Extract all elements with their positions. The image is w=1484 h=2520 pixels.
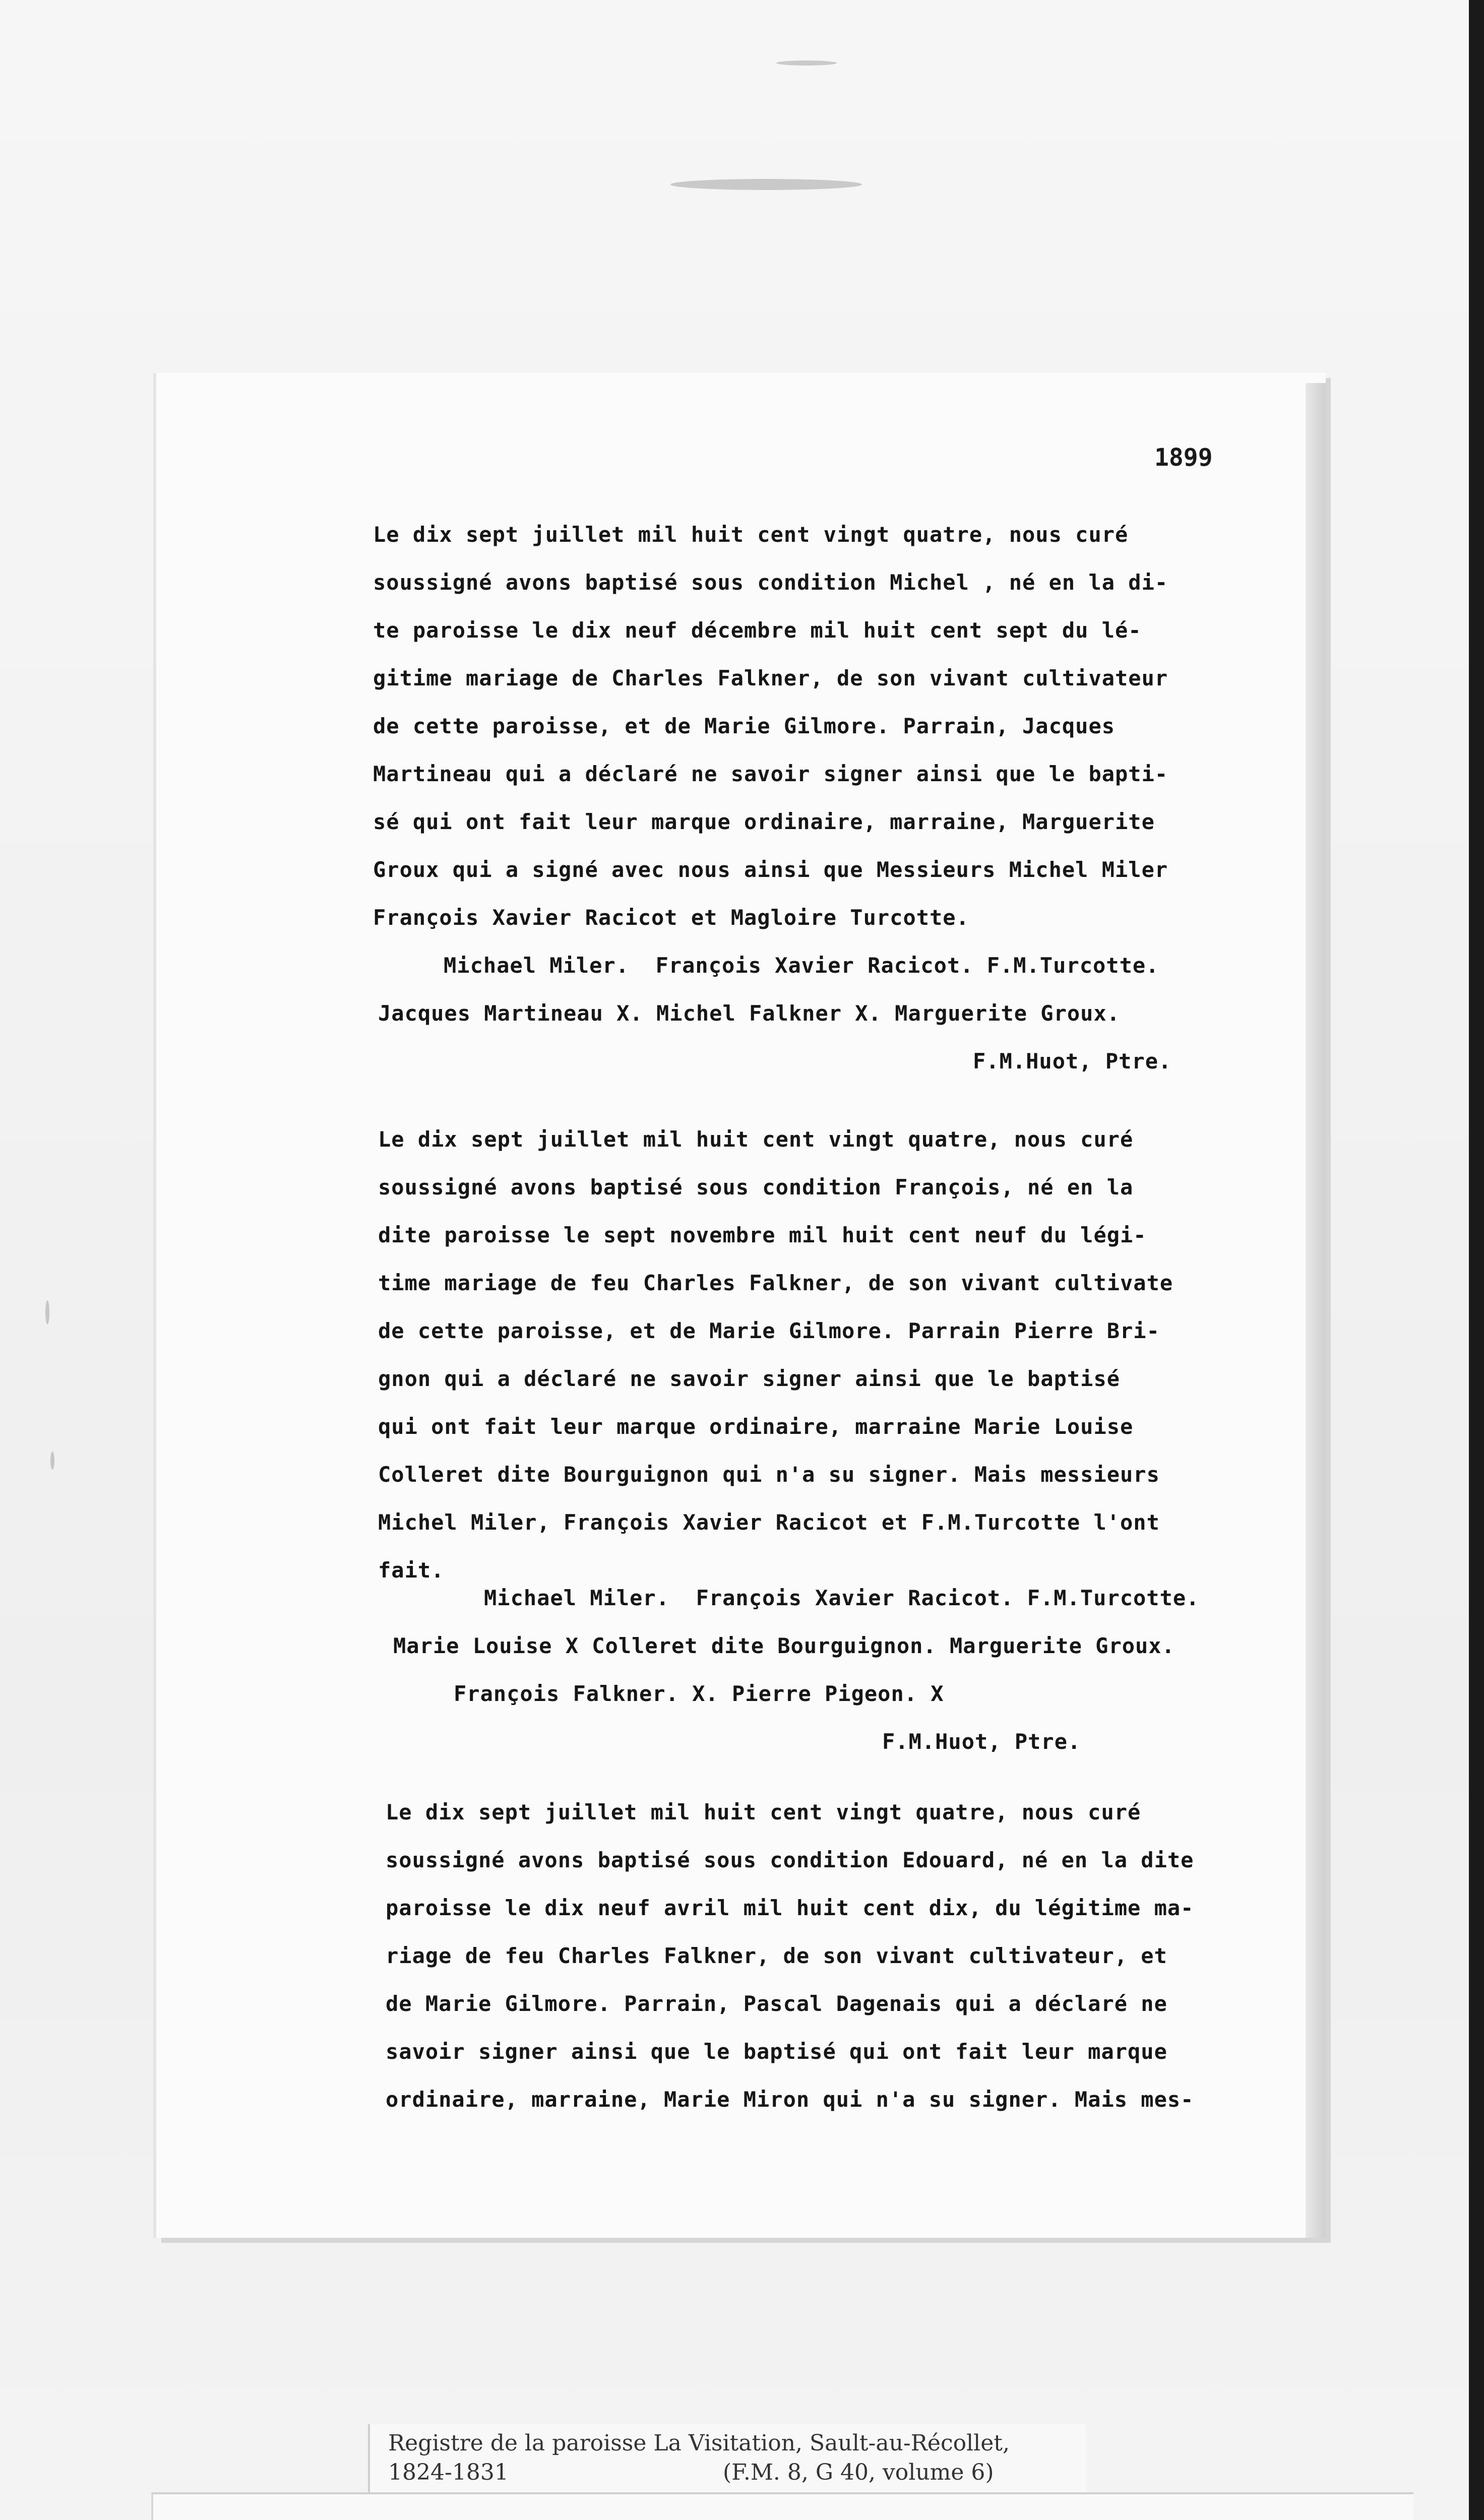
entry-text-line: sé qui ont fait leur marque ordinaire, marraine, Marguerite bbox=[373, 809, 1155, 834]
entry-text-line: François Xavier Racicot et Magloire Turcotte. bbox=[373, 905, 969, 930]
signature-line: François Falkner. X. Pierre Pigeon. X bbox=[454, 1681, 944, 1706]
film-smudge bbox=[50, 1452, 54, 1470]
entry-text-line: savoir signer ainsi que le baptisé qui ont fait leur marque bbox=[386, 2039, 1167, 2064]
signature-line: Michael Miler. François Xavier Racicot. F.M.Turcotte. bbox=[484, 1586, 1200, 1610]
entry-text-line: de cette paroisse, et de Marie Gilmore. Parrain Pierre Bri- bbox=[378, 1318, 1160, 1343]
entry-text-line: Groux qui a signé avec nous ainsi que Messieurs Michel Miler bbox=[373, 857, 1168, 882]
entry-text-line: gitime mariage de Charles Falkner, de son vivant cultivateur bbox=[373, 666, 1168, 690]
entry-text-line: riage de feu Charles Falkner, de son vivant cultivateur, et bbox=[386, 1943, 1167, 1968]
entry-text-line: Le dix sept juillet mil huit cent vingt quatre, nous curé bbox=[378, 1127, 1134, 1152]
entry-text-line: de cette paroisse, et de Marie Gilmore. Parrain, Jacques bbox=[373, 714, 1116, 738]
entry-text-line: qui ont fait leur marque ordinaire, marraine Marie Louise bbox=[378, 1414, 1134, 1439]
entry-text-line: fait. bbox=[378, 1558, 445, 1583]
signature-line: Michael Miler. François Xavier Racicot. F.M.Turcotte. bbox=[444, 953, 1159, 978]
entry-text-line: soussigné avons baptisé sous condition Michel , né en la di- bbox=[373, 570, 1168, 595]
film-smudge bbox=[776, 60, 837, 66]
caption-years: 1824-1831 bbox=[388, 2460, 509, 2485]
entry-text-line: paroisse le dix neuf avril mil huit cent dix, du légitime ma- bbox=[386, 1896, 1194, 1920]
film-smudge bbox=[45, 1300, 49, 1325]
entry-text-line: soussigné avons baptisé sous condition Edouard, né en la dite bbox=[386, 1848, 1194, 1872]
paper-edge-shadow bbox=[1306, 383, 1326, 2238]
entry-text-line: soussigné avons baptisé sous condition François, né en la bbox=[378, 1175, 1134, 1200]
entry-text-line: Le dix sept juillet mil huit cent vingt quatre, nous curé bbox=[386, 1800, 1141, 1824]
entry-text-line: gnon qui a déclaré ne savoir signer ainsi que le baptisé bbox=[378, 1366, 1121, 1391]
signature-line: F.M.Huot, Ptre. bbox=[882, 1729, 1081, 1754]
entry-text-line: de Marie Gilmore. Parrain, Pascal Dagenais qui a déclaré ne bbox=[386, 1991, 1167, 2016]
entry-text-line: dite paroisse le sept novembre mil huit cent neuf du légi- bbox=[378, 1223, 1147, 1247]
page-number: 1899 bbox=[1154, 444, 1213, 472]
entry-text-line: Colleret dite Bourguignon qui n'a su signer. Mais messieurs bbox=[378, 1462, 1160, 1487]
entry-text-line: te paroisse le dix neuf décembre mil huit cent sept du lé- bbox=[373, 618, 1142, 643]
signature-line: Jacques Martineau X. Michel Falkner X. Marguerite Groux. bbox=[378, 1001, 1121, 1026]
entry-text-line: ordinaire, marraine, Marie Miron qui n'a su signer. Mais mes- bbox=[386, 2087, 1194, 2112]
archive-label-card bbox=[151, 2492, 1413, 2520]
entry-text-line: time mariage de feu Charles Falkner, de son vivant cultivate bbox=[378, 1271, 1173, 1295]
entry-text-line: Martineau qui a déclaré ne savoir signer ainsi que le bapti- bbox=[373, 762, 1168, 786]
signature-line: F.M.Huot, Ptre. bbox=[973, 1049, 1172, 1074]
film-edge bbox=[1469, 0, 1484, 2520]
entry-text-line: Le dix sept juillet mil huit cent vingt quatre, nous curé bbox=[373, 522, 1129, 547]
register-caption bbox=[368, 2424, 1086, 2495]
signature-line: Marie Louise X Colleret dite Bourguignon. Marguerite Groux. bbox=[393, 1633, 1175, 1658]
caption-reference: (F.M. 8, G 40, volume 6) bbox=[723, 2460, 994, 2485]
entry-text-line: Michel Miler, François Xavier Racicot et F.M.Turcotte l'ont bbox=[378, 1510, 1160, 1535]
film-smudge bbox=[670, 179, 862, 190]
caption-title: Registre de la paroisse La Visitation, Sault-au-Récollet, bbox=[388, 2430, 1010, 2456]
